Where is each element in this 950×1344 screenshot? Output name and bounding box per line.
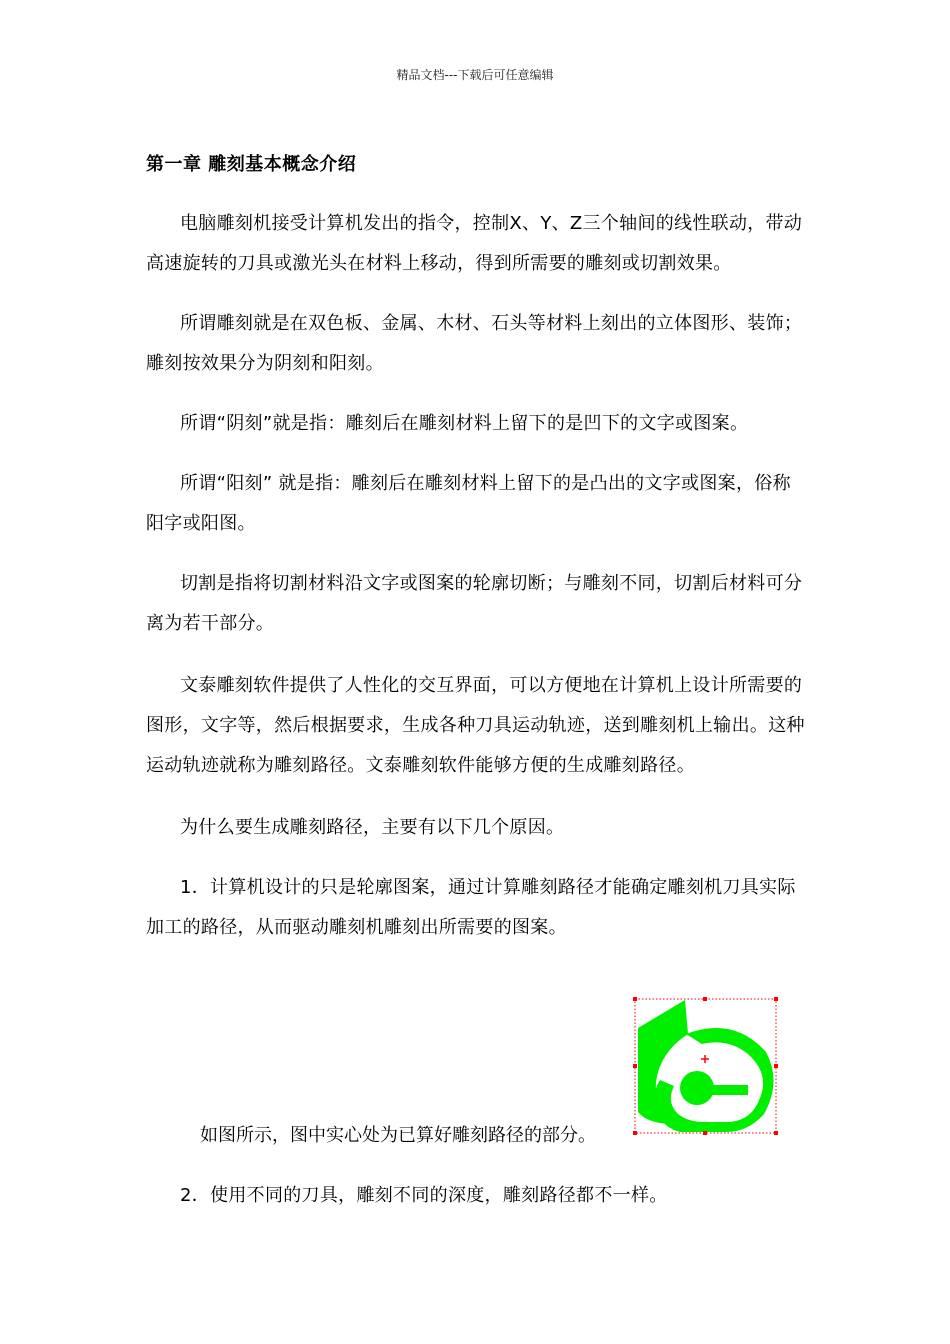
paragraph-reasons-intro: 为什么要生成雕刻路径，主要有以下几个原因。	[180, 817, 565, 838]
chapter-title: 第一章 雕刻基本概念介绍	[146, 154, 357, 175]
paragraph-cutting-definition: 切割是指将切割材料沿文字或图案的轮廓切断；与雕刻不同，切割后材料可分离为若干部分。	[146, 573, 803, 634]
paragraph-yang-engraving: 所谓“阳刻” 就是指：雕刻后在雕刻材料上留下的是凸出的文字或图案，俗称阳字或阳图。	[146, 473, 791, 534]
engraving-path-figure	[630, 994, 780, 1136]
center-cross-icon	[701, 1055, 709, 1063]
figure-caption: 如图所示，图中实心处为已算好雕刻路径的部分。	[200, 1125, 596, 1146]
paragraph-software-intro: 文泰雕刻软件提供了人性化的交互界面，可以方便地在计算机上设计所需要的图形，文字等，然后根据要求，生成各种刀具运动轨迹，送到雕刻机上输出。这种运动轨迹就称为雕刻路径。文泰雕刻软件能够方便的生成雕刻路径。	[146, 675, 805, 776]
page-header: 精品文档---下载后可任意编辑	[396, 68, 554, 82]
paragraph-reason-2: 2．使用不同的刀具，雕刻不同的深度，雕刻路径都不一样。	[180, 1185, 668, 1206]
paragraph-reason-1: 1．计算机设计的只是轮廓图案，通过计算雕刻路径才能确定雕刻机刀具实际加工的路径，从而驱动雕刻机雕刻出所需要的图案。	[146, 877, 796, 938]
paragraph-engraving-definition: 所谓雕刻就是在双色板、金属、木材、石头等材料上刻出的立体图形、装饰；雕刻按效果分为阴刻和阳刻。	[146, 313, 803, 374]
logo-shape	[638, 1000, 774, 1132]
paragraph-engraver-intro: 电脑雕刻机接受计算机发出的指令，控制X、Y、Z三个轴间的线性联动，带动高速旋转的刀具或激光头在材料上移动，得到所需要的雕刻或切割效果。	[146, 213, 803, 274]
paragraph-yin-engraving: 所谓“阴刻”就是指：雕刻后在雕刻材料上留下的是凹下的文字或图案。	[180, 413, 749, 434]
